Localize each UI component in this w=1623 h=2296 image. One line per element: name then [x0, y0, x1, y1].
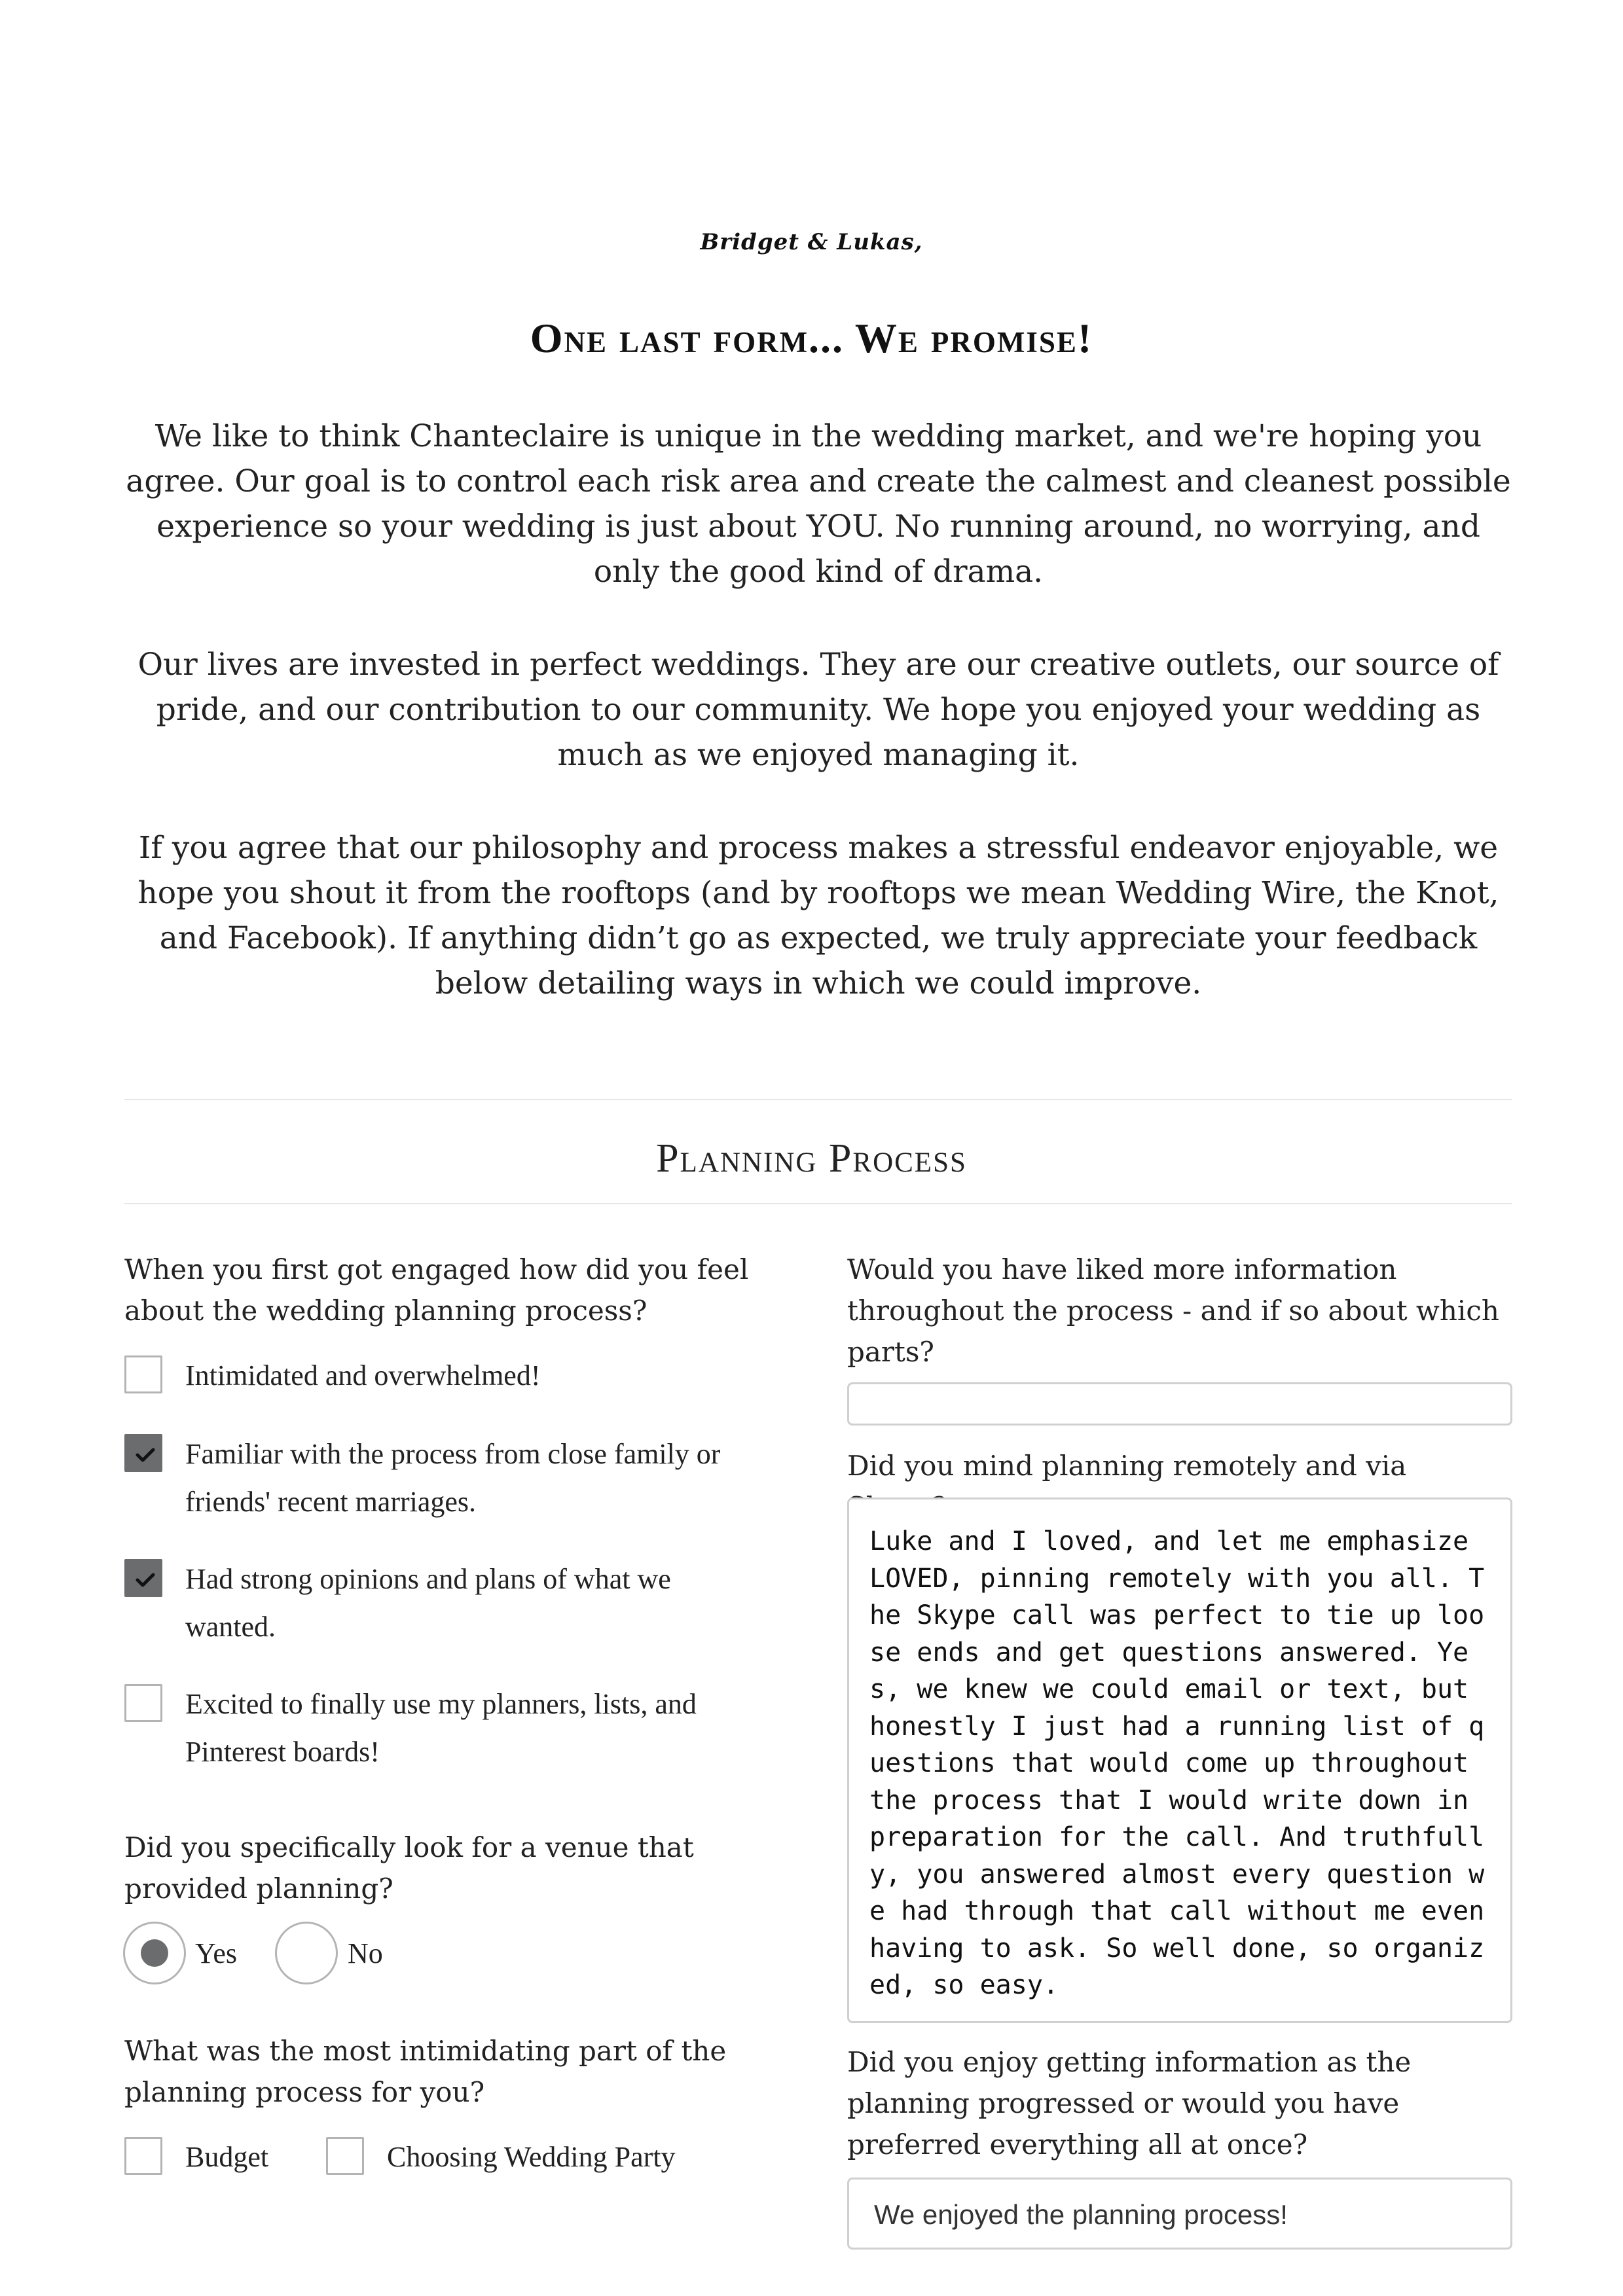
option-label-intimidated: Intimidated and overwhelmed!: [185, 1359, 541, 1391]
remote-planning-value: Luke and I loved, and let me emphasize LOVED, pinning remotely with you all. The Skype call was perfect to tie up loose ends and get questions answered. Yes, we knew we could email or text, but honestly I just had a running list of questions that would come up throughout the process that I would write down in preparation for the call. And truthfully, you answered almost every question we had through that call without me even having to ask. So well done, so organized, so easy.: [869, 1526, 1501, 2000]
form-title: One last form... We promise!: [530, 315, 1093, 361]
radio-label-yes: Yes: [195, 1937, 238, 1969]
section-title: Planning Process: [656, 1136, 967, 1181]
question-more-info: Would you have liked more information throughout the process - and if so about which parts?: [847, 1253, 1499, 1368]
question-remote-planning: Did you mind planning remotely and via: [847, 1450, 1407, 1482]
checkmark-icon: [136, 1447, 155, 1463]
checkbox-intimidated[interactable]: [124, 1355, 162, 1393]
remote-planning-textarea[interactable]: [847, 1498, 1512, 2023]
intro-paragraph-2: Our lives are invested in perfect weddings. They are our creative outlets, our source of pride, and our contribution to our community. We hope you enjoyed your wedding as much as we enjoyed managing it.: [137, 647, 1499, 773]
section-divider-top: [124, 1099, 1512, 1100]
option-label-familiar: Familiar with the process from close family or friends' recent marriages.: [185, 1438, 721, 1518]
checkbox-strong-opinions[interactable]: [124, 1559, 162, 1597]
greeting: Bridget & Lukas,: [700, 229, 923, 255]
radio-label-no: No: [348, 1937, 383, 1969]
more-info-input[interactable]: [847, 1382, 1512, 1426]
question-info-timing: Did you enjoy getting information as the planning progressed or would you have preferred everything all at once?: [847, 2046, 1412, 2161]
checkbox-excited[interactable]: [124, 1684, 162, 1722]
radio-no[interactable]: [275, 1922, 338, 1984]
option-label-excited: Excited to finally use my planners, lists, and Pinterest boards!: [185, 1688, 697, 1768]
option-label-wedding-party: Choosing Wedding Party: [387, 2141, 676, 2173]
radio-selected-dot: [141, 1939, 168, 1967]
section-divider-bottom: [124, 1203, 1512, 1204]
question-intimidating-part: What was the most intimidating part of the planning process for you?: [124, 2035, 727, 2108]
info-timing-input[interactable]: [847, 2178, 1512, 2250]
checkmark-icon: [136, 1572, 155, 1588]
checkbox-budget[interactable]: [124, 2137, 162, 2175]
radio-yes[interactable]: [123, 1922, 186, 1984]
checkbox-wedding-party[interactable]: [326, 2137, 364, 2175]
checkbox-familiar[interactable]: [124, 1434, 162, 1472]
option-label-budget: Budget: [185, 2141, 269, 2173]
question-feelings: When you first got engaged how did you feel about the wedding planning process?: [124, 1253, 749, 1327]
info-timing-value: We enjoyed the planning process!: [874, 2199, 1288, 2230]
question-venue: Did you specifically look for a venue that provided planning?: [124, 1831, 694, 1905]
option-label-strong-opinions: Had strong opinions and plans of what we wanted.: [185, 1563, 671, 1643]
intro-paragraph-3: If you agree that our philosophy and process makes a stressful endeavor enjoyable, we hope you shout it from the rooftops (and by rooftops we mean Wedding Wire, the Knot, and Facebook). If anything didn’t go as expected, we truly appreciate your feedback below detailing ways in which we could improve.: [137, 830, 1499, 1001]
intro-paragraph-1: We like to think Chanteclaire is unique in the wedding market, and we're hoping you agree. Our goal is to control each risk area and create the calmest and cleanest possible experience so your wedding is just about YOU. No running around, no worrying, and only the good kind of drama.: [126, 418, 1511, 590]
